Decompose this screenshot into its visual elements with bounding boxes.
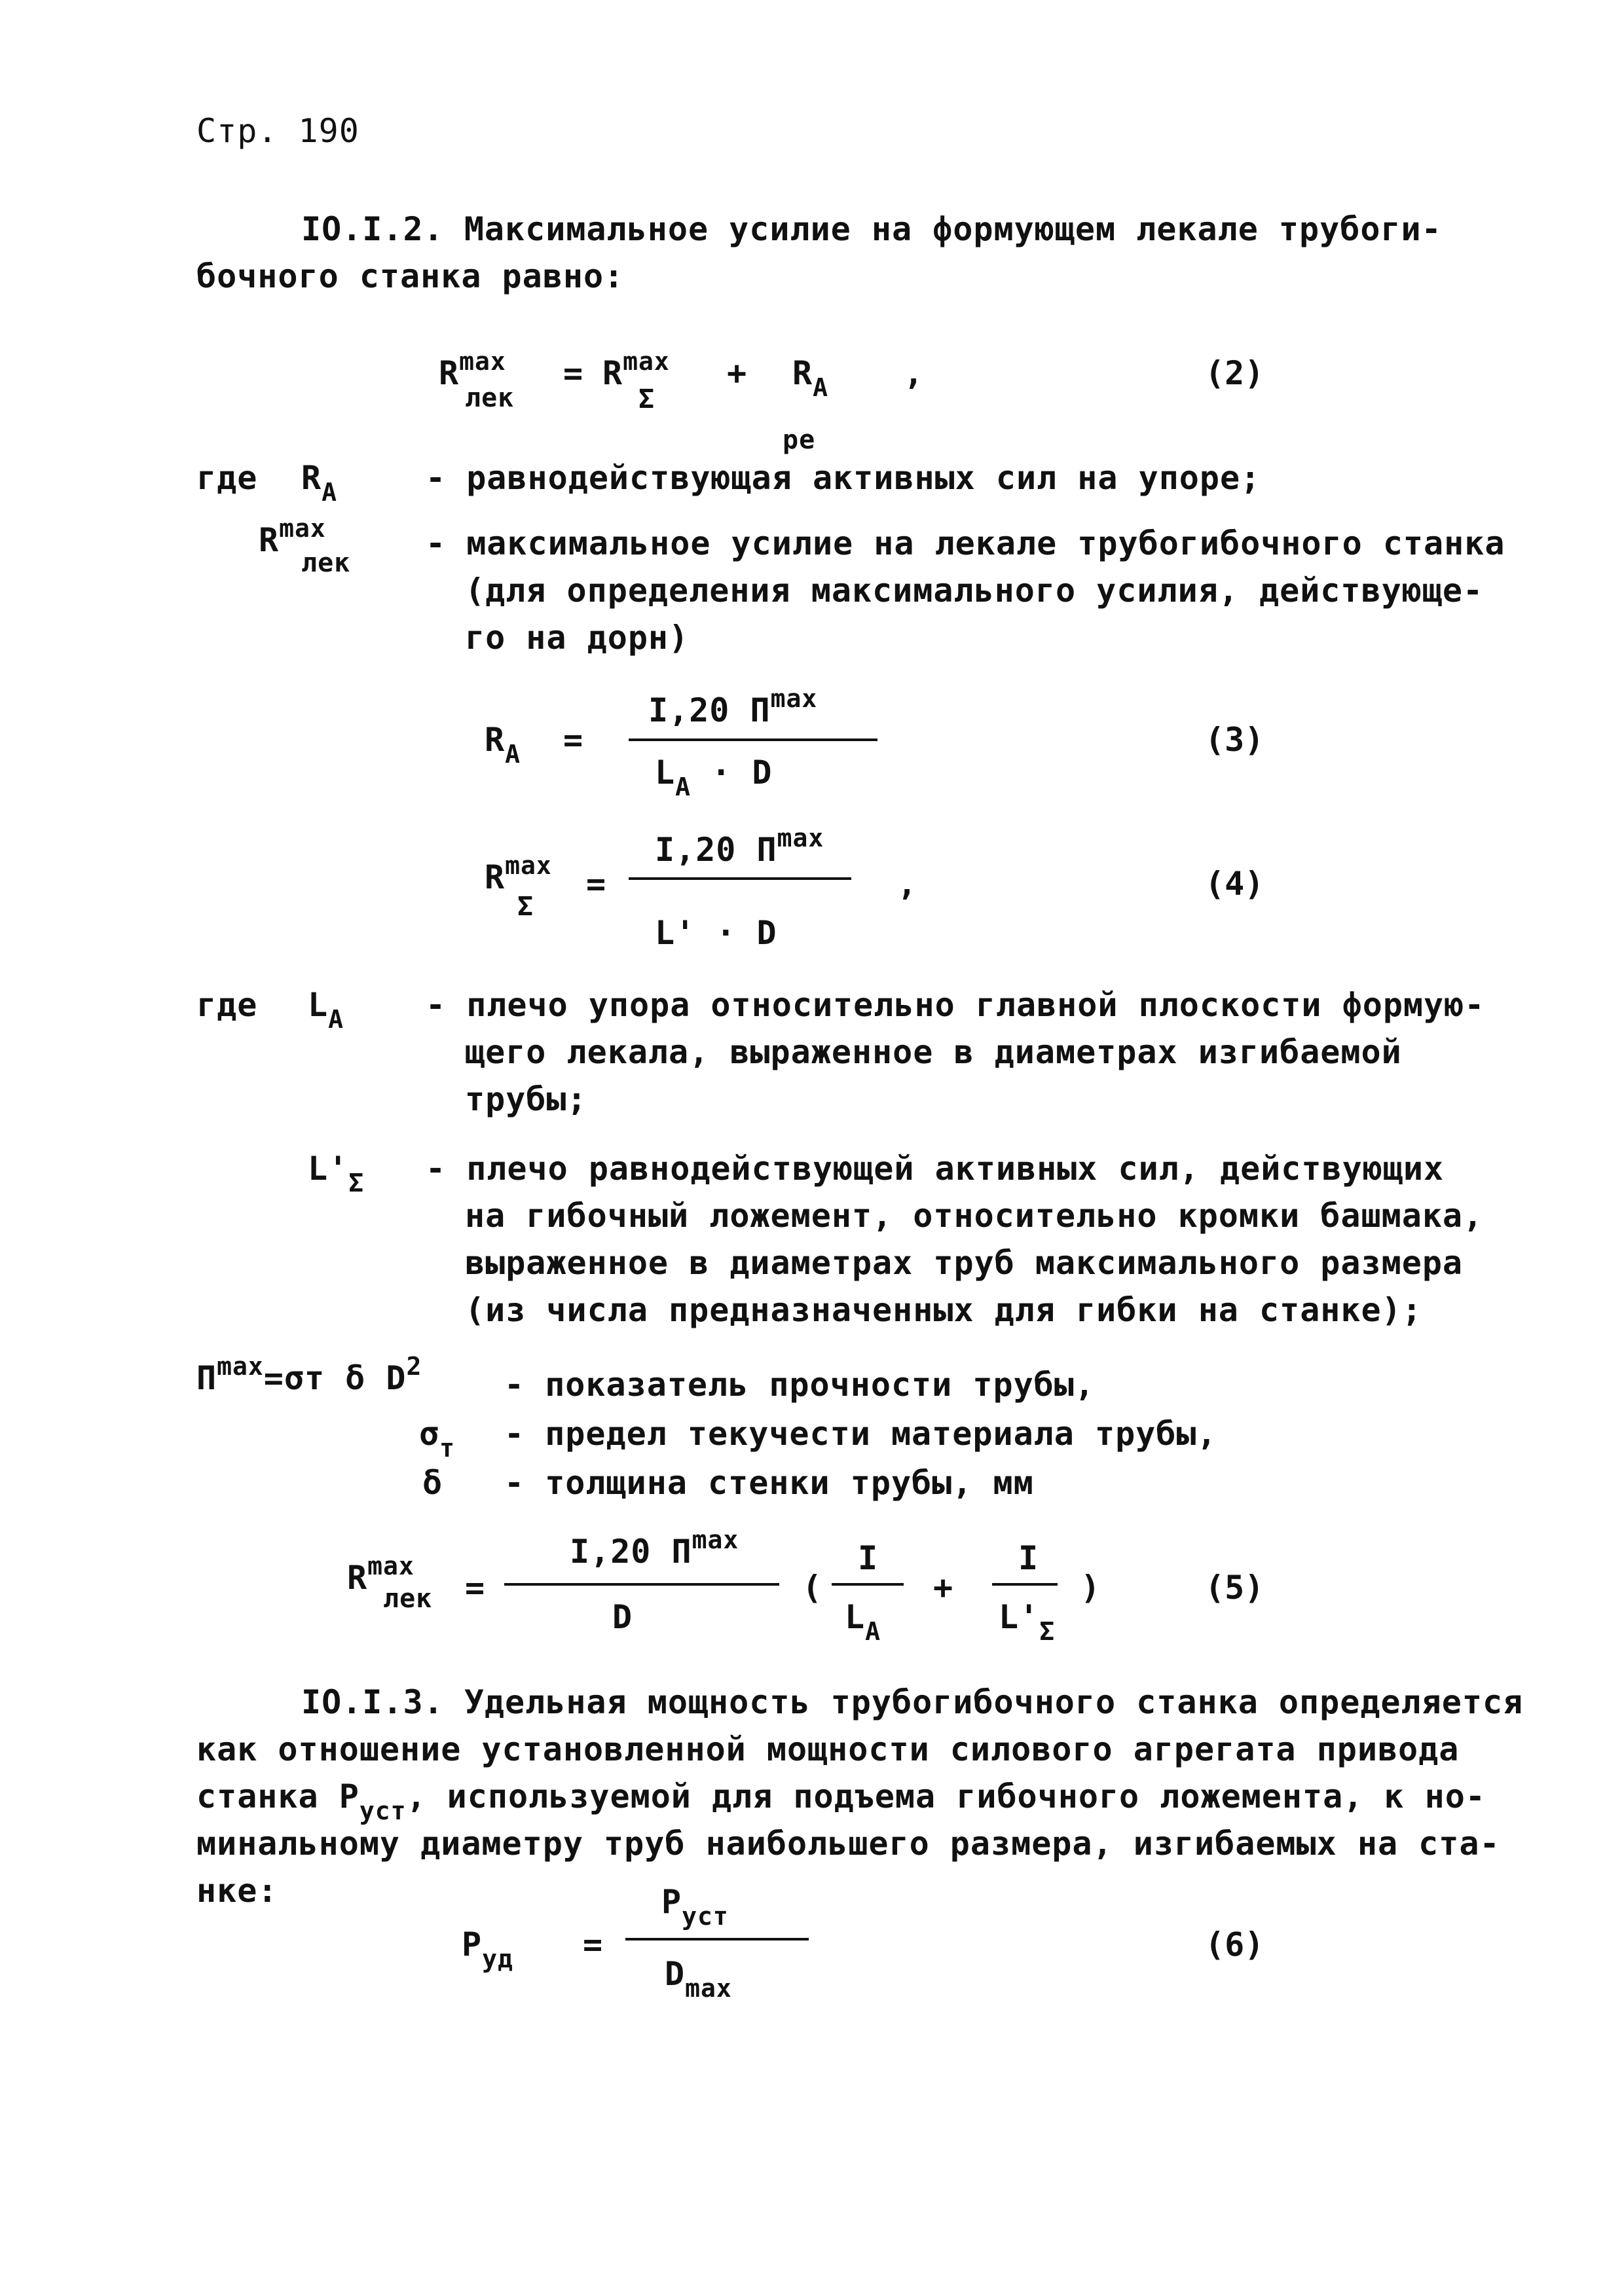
eq2-r-sigma — [602, 347, 670, 393]
defs2-st-symbol — [419, 1414, 455, 1463]
eq5-left-symbol: R — [347, 1559, 368, 1597]
eq3-num-text: I,20 П — [648, 691, 771, 729]
eq5-f1-denominator — [845, 1597, 881, 1646]
defs2-ls-line4: (из числа предназначенных для гибки на станке); — [465, 1291, 1422, 1329]
handwritten-correction: ре — [783, 425, 816, 455]
ra-sub: A — [322, 478, 337, 507]
eq6-left-symbol: P — [462, 1925, 483, 1963]
eq5-left-paren: ( — [802, 1569, 823, 1607]
defs2-ls-line3: выраженное в диаметрах труб максимального размера — [465, 1244, 1464, 1282]
p-square: 2 — [406, 1352, 422, 1381]
eq6-left — [462, 1925, 513, 1973]
eq3-den-rest: · D — [711, 754, 773, 792]
eq6-left-sub: уд — [482, 1944, 513, 1973]
la-letter: L — [308, 986, 329, 1024]
defs2-st-text: - предел текучести материала трубы, — [504, 1415, 1217, 1453]
eq2-r3 — [792, 354, 828, 402]
eq2-left-sup: max — [459, 347, 506, 376]
defs1-rmax-line3: го на дорн) — [465, 619, 690, 657]
eq5-f1-den-letter: L — [845, 1598, 866, 1636]
section-10-1-3-line1: IO.I.3. Удельная мощность трубогибочного станка определяется — [301, 1683, 1524, 1721]
eq6-denominator — [665, 1954, 732, 2003]
defs2-la-symbol — [308, 985, 344, 1034]
la-sub: A — [328, 1005, 344, 1034]
eq2-comma: , — [904, 354, 925, 392]
eq3-number: (3) — [1205, 721, 1264, 759]
eq2-left-symbol: R — [439, 354, 460, 392]
eq6-num-letter: P — [661, 1883, 682, 1921]
eq3-num-sup: max — [770, 684, 818, 713]
eq5-f2-bar — [992, 1583, 1058, 1586]
eq3-denominator — [655, 753, 773, 801]
eq3-left-symbol: R — [485, 721, 506, 759]
eq4-left-sup: max — [505, 851, 552, 880]
line3-start: станка P — [196, 1777, 360, 1815]
defs1-rmax-sub: лек — [301, 548, 351, 578]
ls-letter: L' — [308, 1150, 349, 1188]
eq5-right-paren: ) — [1080, 1569, 1101, 1607]
eq6-den-letter: D — [665, 1955, 686, 1993]
eq5-left-sub: лек — [383, 1584, 433, 1614]
eq6-number: (6) — [1205, 1925, 1264, 1963]
defs2-p-text: - показатель прочности трубы, — [504, 1366, 1095, 1404]
defs1-rmax-line2: (для определения максимального усилия, действующе- — [465, 572, 1484, 610]
eq5-equals: = — [465, 1569, 486, 1607]
eq3-fraction-bar — [629, 738, 877, 741]
eq3-numerator — [648, 684, 818, 730]
eq5-f2-den-letter: L' — [999, 1598, 1040, 1636]
defs2-ls-line2: на гибочный ложемент, относительно кромки башмака, — [465, 1197, 1484, 1235]
eq6-numerator — [661, 1882, 729, 1931]
eq4-left-sub: Σ — [517, 892, 534, 922]
eq4-number: (4) — [1205, 865, 1264, 903]
defs2-p-symbol — [196, 1352, 422, 1398]
section-10-1-3-line2: как отношение установленной мощности силового агрегата привода — [196, 1730, 1460, 1768]
eq4-comma: , — [897, 865, 918, 903]
rmax-letter: R — [259, 521, 280, 559]
eq3-left-sub: A — [505, 740, 521, 769]
section-10-1-3-line3 — [196, 1777, 1486, 1825]
defs1-rmax-line1: - максимальное усилие на лекале трубогибочного станка — [426, 524, 1505, 562]
eq5-plus: + — [933, 1569, 954, 1607]
section-10-1-2-line1: IO.I.2. Максимальное усилие на формующем лекале трубоги- — [301, 210, 1442, 248]
p-formula: =σт δ D — [263, 1359, 407, 1397]
page-number: Стр. 190 — [196, 112, 360, 150]
eq5-left-sup: max — [367, 1552, 415, 1580]
p-sup: max — [217, 1352, 264, 1381]
eq5-f2-denominator — [999, 1597, 1056, 1646]
defs1-ra-symbol — [301, 458, 337, 507]
eq4-numerator — [655, 824, 824, 869]
sigma-sub: т — [439, 1434, 455, 1463]
eq5-num-sup: max — [692, 1525, 739, 1554]
eq4-equals: = — [586, 865, 607, 903]
eq2-plus: + — [727, 354, 748, 392]
eq2-r2-symbol: R — [602, 354, 623, 392]
ls-sub: Σ — [348, 1169, 365, 1197]
eq4-left-symbol: R — [485, 858, 506, 896]
line3-sub: уст — [359, 1796, 407, 1825]
rmax-sup: max — [279, 514, 326, 543]
eq5-num-text: I,20 П — [570, 1533, 692, 1571]
eq5-fraction-bar — [504, 1583, 779, 1586]
ra-letter: R — [301, 459, 322, 497]
eq5-f2-den-sub: Σ — [1039, 1617, 1056, 1646]
eq6-den-sub: max — [685, 1974, 732, 2003]
eq3-den-sub: A — [675, 773, 691, 801]
defs2-ls-line1: - плечо равнодействующей активных сил, действующих — [426, 1150, 1445, 1188]
section-10-1-3-line5: нке: — [196, 1872, 278, 1910]
eq4-num-sup: max — [777, 824, 824, 852]
eq5-numerator — [570, 1525, 739, 1571]
defs2-d-symbol: δ — [422, 1464, 443, 1502]
eq4-fraction-bar — [629, 877, 851, 880]
line3-end: , используемой для подъема гибочного ложемента, к но- — [406, 1777, 1486, 1815]
eq5-f1-den-sub: A — [865, 1617, 881, 1646]
eq2-number: (2) — [1205, 354, 1264, 392]
defs2-ls-symbol — [308, 1149, 365, 1197]
defs2-la-line1: - плечо упора относительно главной плоскости формую- — [426, 986, 1485, 1024]
eq5-f1-numerator: I — [858, 1539, 879, 1577]
eq5-denominator: D — [612, 1598, 633, 1636]
eq3-den-letter: L — [655, 754, 676, 792]
eq3-equals: = — [563, 721, 584, 759]
sigma-letter: σ — [419, 1415, 440, 1453]
eq4-num-text: I,20 П — [655, 831, 777, 869]
defs1-where: где — [196, 459, 258, 497]
eq5-number: (5) — [1205, 1569, 1264, 1607]
section-10-1-3-line4: минальному диаметру труб наибольшего размера, изгибаемых на ста- — [196, 1825, 1500, 1863]
section-10-1-2-line2: бочного станка равно: — [196, 257, 625, 295]
eq2-r3-symbol: R — [792, 354, 813, 392]
eq2-r2-sub: Σ — [638, 384, 655, 414]
p-letter: П — [196, 1359, 217, 1397]
defs2-d-text: - толщина стенки трубы, мм — [504, 1464, 1034, 1502]
eq5-f1-bar — [832, 1583, 904, 1586]
defs1-ra-text: - равнодействующая активных сил на упоре; — [426, 459, 1261, 497]
eq4-denominator: L' · D — [655, 914, 777, 952]
defs2-where: где — [196, 986, 258, 1024]
eq2-r2-sup: max — [623, 347, 670, 376]
eq6-fraction-bar — [625, 1938, 809, 1941]
defs2-la-line2: щего лекала, выраженное в диаметрах изгибаемой — [465, 1033, 1402, 1071]
eq2-left-sub: лек — [465, 383, 515, 413]
eq6-equals: = — [583, 1925, 604, 1963]
eq6-num-sub: уст — [682, 1902, 729, 1931]
eq2-equals: = — [563, 354, 584, 392]
defs2-la-line3: трубы; — [465, 1080, 587, 1118]
eq5-f2-numerator: I — [1018, 1539, 1039, 1577]
eq2-r3-sub: A — [813, 373, 828, 402]
eq3-left — [485, 720, 521, 769]
